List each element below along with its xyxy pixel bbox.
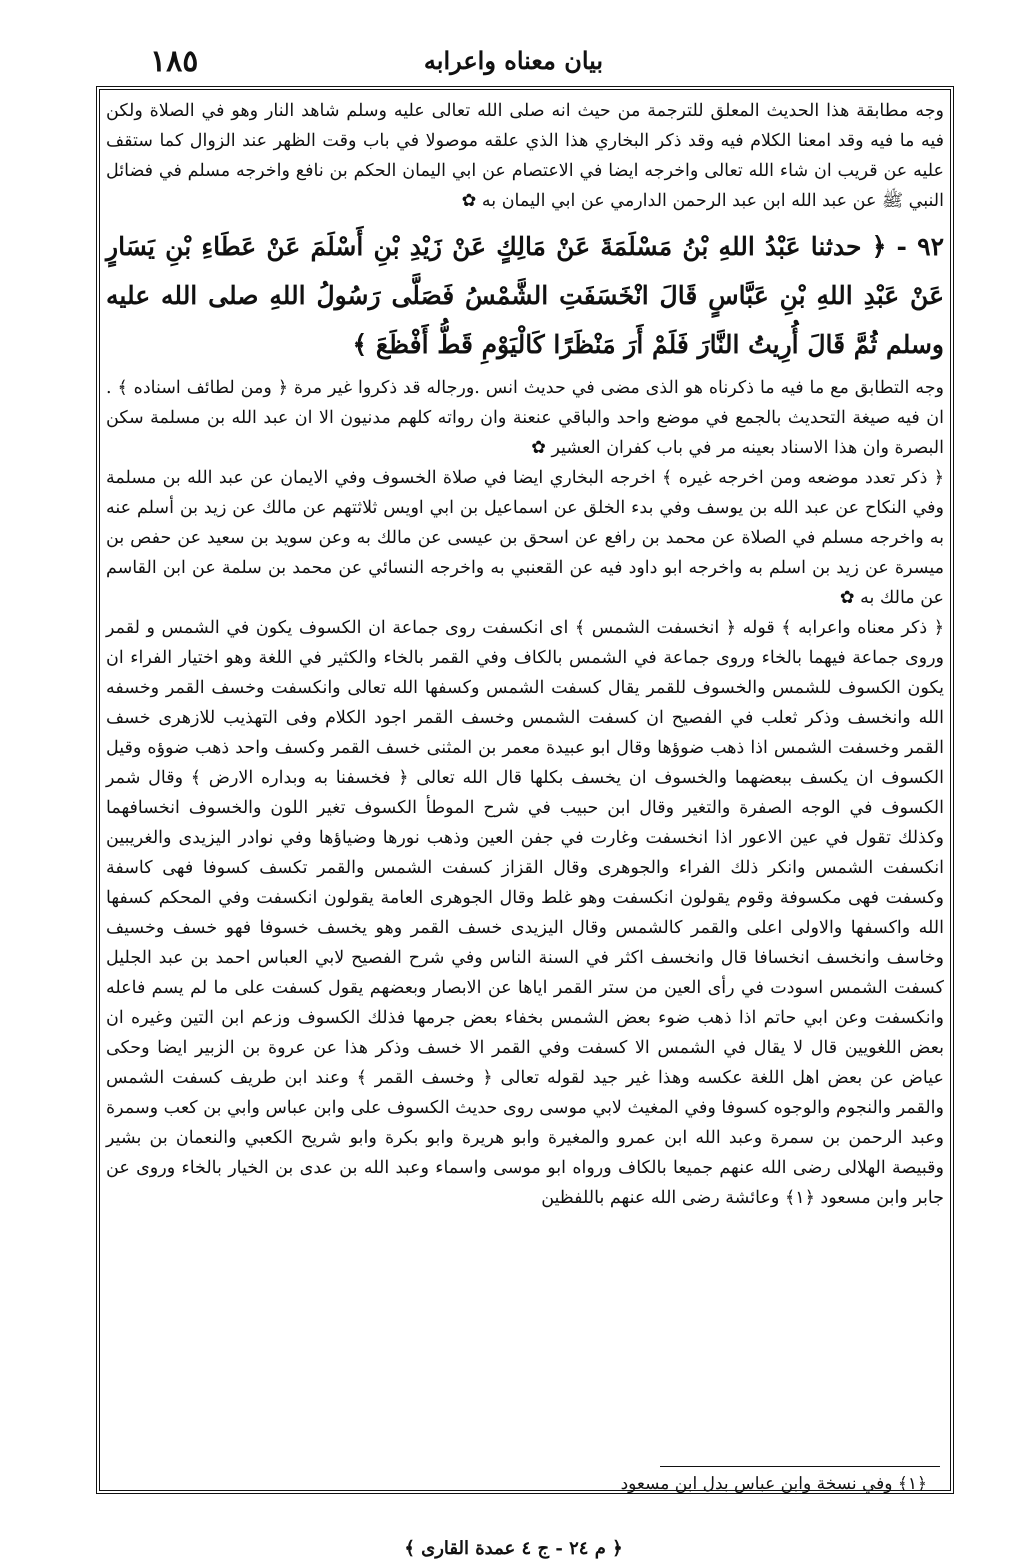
page-number: ١٨٥	[150, 44, 199, 79]
commentary-paragraph-2: وجه التطابق مع ما فيه ما ذكرناه هو الذى مضى في حديث انس .ورجاله قد ذكروا غير مرة ﴿ ومن لطائف اسناده ﴾ . ان فيه صيغة التحديث بالجمع في موضع واحد والباقي عنعنة وان رواته كلهم مدنيون الا ان عبد الله بن مسلمة سكن البصرة وان هذا الاسناد بعينه مر في باب كفران العشير ✿	[106, 378, 944, 458]
commentary-paragraph-1: وجه مطابقة هذا الحديث المعلق للترجمة من حيث انه صلى الله تعالى عليه وسلم شاهد النار وهو في الصلاة ولكن فيه ما فيه وقد امعنا الكلام فيه وقد ذكر البخاري هذا الذي علقه موصولا في باب وقت الظهر عند الزوال كما ستقف عليه عن قريب ان شاء الله تعالى واخرجه ايضا في الاعتصام عن ابي اليمان الحكم بن نافع واخرجه مسلم في فضائل النبي ﷺ عن عبد الله ابن عبد الرحمن الدارمي عن ابي اليمان به ✿	[106, 101, 944, 211]
commentary-paragraph-4: ﴿ ذكر معناه واعرابه ﴾ قوله ﴿ انخسفت الشمس ﴾ اى انكسفت روى جماعة ان الكسوف يكون في الشمس و لقمر وروى جماعة فيهما بالخاء وروى جماعة في الشمس بالكاف وفي القمر بالخاء والكثير في اللغة وهو اختيار الفراء ان يكون الكسوف للشمس والخسوف للقمر يقال كسفت الشمس وكسفها الله تعالى وانكسفت وخسف القمر وخسفه الله وانخسف وذكر ثعلب في الفصيح ان كسفت الشمس وخسف القمر اجود الكلام وفى التهذيب للازهرى خسف القمر وخسفت الشمس اذا ذهب ضوؤها وقال ابو عبيدة معمر بن المثنى خسف القمر وكسف واحد ذهب ضوؤه وقيل الكسوف ان يكسف ببعضهما والخسوف ان يخسف بكلها قال الله تعالى ﴿ فخسفنا به وبداره الارض ﴾ وقال شمر الكسوف في الوجه الصفرة والتغير وقال ابن حبيب في شرح الموطأ الكسوف تغير اللون والخسوف انخسافهما وكذلك تقول في عين الاعور اذا انخسفت وغارت في جفن العين وذهب نورها وضياؤها وفي نوادر اليزيدى والغريبين انكسفت الشمس وانكر ذلك الفراء والجوهرى وقال القزاز كسفت الشمس والقمر تكسف كسوفا فهى كاسفة وكسفت فهى مكسوفة وقوم يقولون انكسفت وهو غلط وقال الجوهرى العامة يقولون انكسفت وفي المحكم كسفها الله واكسفها والاولى اعلى والقمر كالشمس وقال اليزيدى خسف القمر وهو يخسف خسوفا فهو خسف وخسيف وخاسف وانخسف انخسافا قال وانخسف اكثر في السنة الناس وفي شرح الفصيح لابي العباس احمد بن عبد الجليل كسفت الشمس اسودت في رأى العين من ستر القمر اياها عن الابصار وبعضهم يقول كسفت على ما لم يسم فاعله وانكسفت وعن ابي حاتم اذا ذهب ضوء بعض الشمس بخفاء بعض جرمها فذلك الكسوف وزعم ابن التين وغيره ان بعض اللغويين قال لا يقال في الشمس الا كسفت وفي القمر الا خسف وذكر هذا عن عروة بن الزبير ايضا وحكى عياض عن بعض اهل اللغة عكسه وهذا غير جيد لقوله تعالى ﴿ وخسف القمر ﴾ وعند ابن طريف كسفت الشمس والقمر والنجوم والوجوه كسوفا وفي المغيث لابي موسى روى حديث الكسوف على وابن عباس وابي بن كعب وسمرة وعبد الرحمن بن سمرة وعبد الله ابن عمرو والمغيرة وابو هريرة وابو بكرة وابو شريح الكعبي والنعمان بن بشير وقبيصة الهلالى رضى الله عنهم جميعا بالكاف ورواه ابو موسى واسماء وعبد الله بن عدى بن الخيار بالخاء وروى عن جابر وابن مسعود ﴿١﴾ وعائشة رضى الله عنهم باللفظين	[106, 618, 945, 1208]
footnote: ﴿١﴾ وفي نسخة وابن عباس بدل ابن مسعود	[620, 1474, 927, 1494]
footnote-divider	[660, 1466, 940, 1467]
main-text	[106, 96, 944, 1213]
commentary-paragraph-3: ﴿ ذكر تعدد موضعه ومن اخرجه غيره ﴾ اخرجه البخاري ايضا في صلاة الخسوف وفي الايمان عن عبد الله بن مسلمة وفي النكاح عن عبد الله بن يوسف وفي بدء الخلق عن اسماعيل بن ابي اويس ثلاثتهم عن مالك عن زيد بن أسلم عنه به واخرجه مسلم في الصلاة عن محمد بن رافع عن اسحق بن عيسى عن مالك به وعن سويد بن سعيد عن حفص بن ميسرة عن زيد بن اسلم به واخرجه ابو داود فيه عن القعنبي به واخرجه النسائي عن محمد بن سلمة عن ابن القاسم عن مالك به ✿	[106, 468, 944, 608]
print-signature: ﴿ م ٢٤ - ج ٤ عمدة القارى ﴾	[404, 1538, 623, 1559]
hadith-text-92: ٩٢ - ﴿ حدثنا عَبْدُ اللهِ بْنُ مَسْلَمَةَ عَنْ مَالِكٍ عَنْ زَيْدِ بْنِ أَسْلَمَ عَنْ عَطَاءِ بْنِ يَسَارٍ عَنْ عَبْدِ اللهِ بْنِ عَبَّاسٍ قَالَ انْخَسَفَتِ الشَّمْسُ فَصَلَّى رَسُولُ اللهِ صلى الله عليه وسلم ثُمَّ قَالَ أُرِيتُ النَّارَ فَلَمْ أَرَ مَنْظَرًا كَالْيَوْمِ قَطُّ أَفْظَعَ ﴾	[106, 232, 944, 359]
running-head: بيان معناه واعرابه	[423, 46, 604, 75]
